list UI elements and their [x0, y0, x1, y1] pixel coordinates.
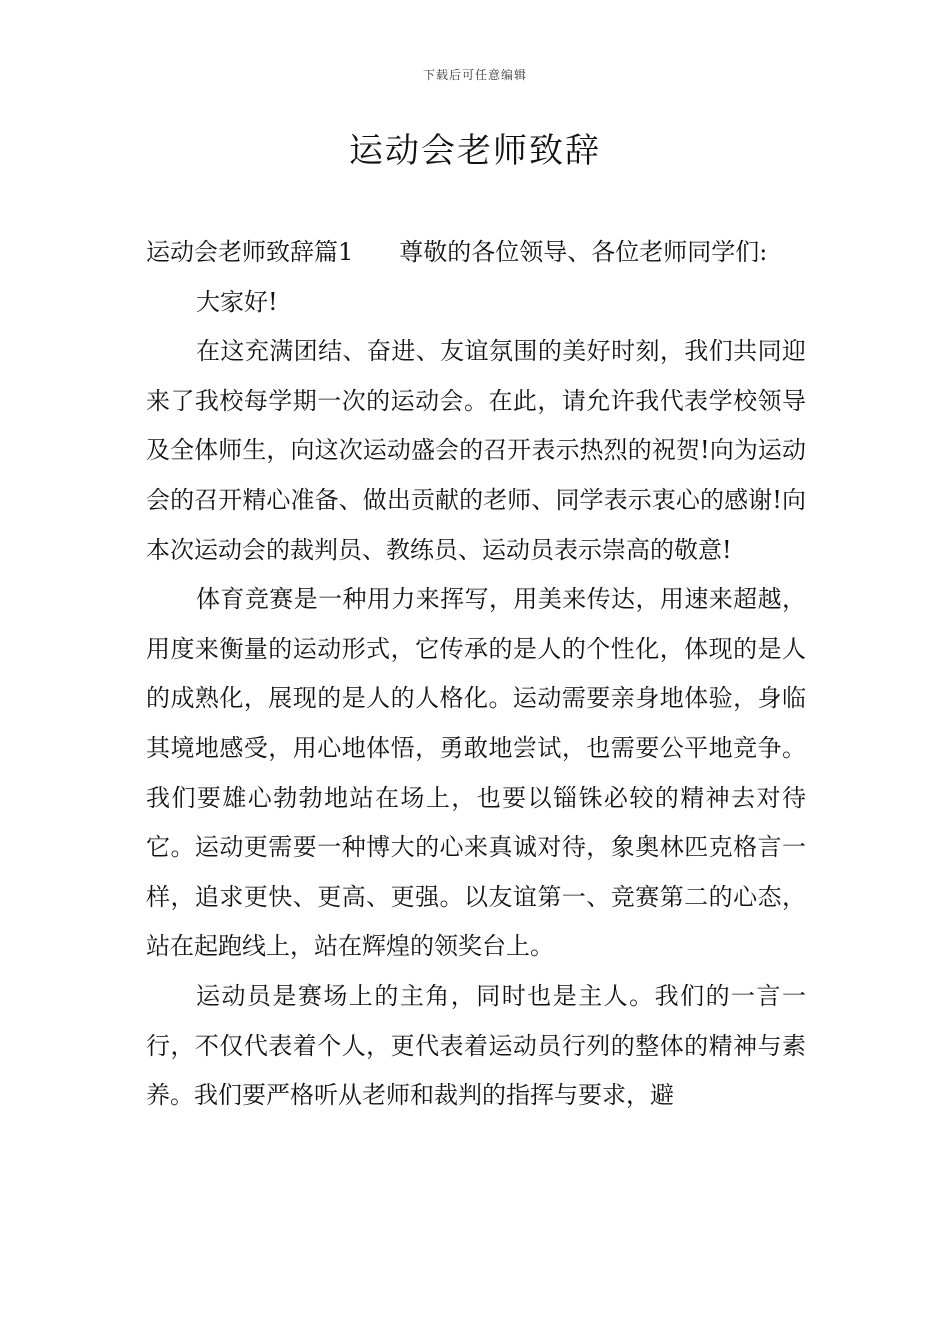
paragraph-2: 体育竞赛是一种用力来挥写，用美来传达，用速来超越，用度来衡量的运动形式，它传承的是人的个性化，体现的是人的成熟化，展现的是人的人格化。运动需要亲身地体验，身临其境地感受，用心地体悟，勇敢地尝试，也需要公平地竞争。我们要雄心勃勃地站在场上，也要以锱铢必较的精神去对待它。运动更需要一种博大的心来真诚对待，象奥林匹克格言一样，追求更快、更高、更强。以友谊第一、竞赛第二的心态，站在起跑线上，站在辉煌的领奖台上。: [146, 585, 806, 961]
paragraph-3: 运动员是赛场上的主角，同时也是主人。我们的一言一行，不仅代表着个人，更代表着运动员行列的整体的精神与素养。我们要严格听从老师和裁判的指挥与要求，避: [146, 981, 806, 1110]
header-note: 下载后可任意编辑: [422, 68, 527, 82]
salutation: 尊敬的各位领导、各位老师同学们:: [399, 238, 768, 266]
greeting: 大家好!: [196, 287, 278, 316]
opening-line: [146, 228, 806, 278]
paragraph-1: 在这充满团结、奋进、友谊氛围的美好时刻，我们共同迎来了我校每学期一次的运动会。在此，请允许我代表学校领导及全体师生，向这次运动盛会的召开表示热烈的祝贺!向为运动会的召开精心准备、做出贡献的老师、同学表示衷心的感谢!向本次运动会的裁判员、教练员、运动员表示崇高的敬意!: [146, 337, 806, 564]
document-title: 运动会老师致辞: [349, 131, 601, 171]
section-label: 运动会老师致辞篇1: [146, 238, 354, 266]
document-body: [146, 228, 806, 1121]
